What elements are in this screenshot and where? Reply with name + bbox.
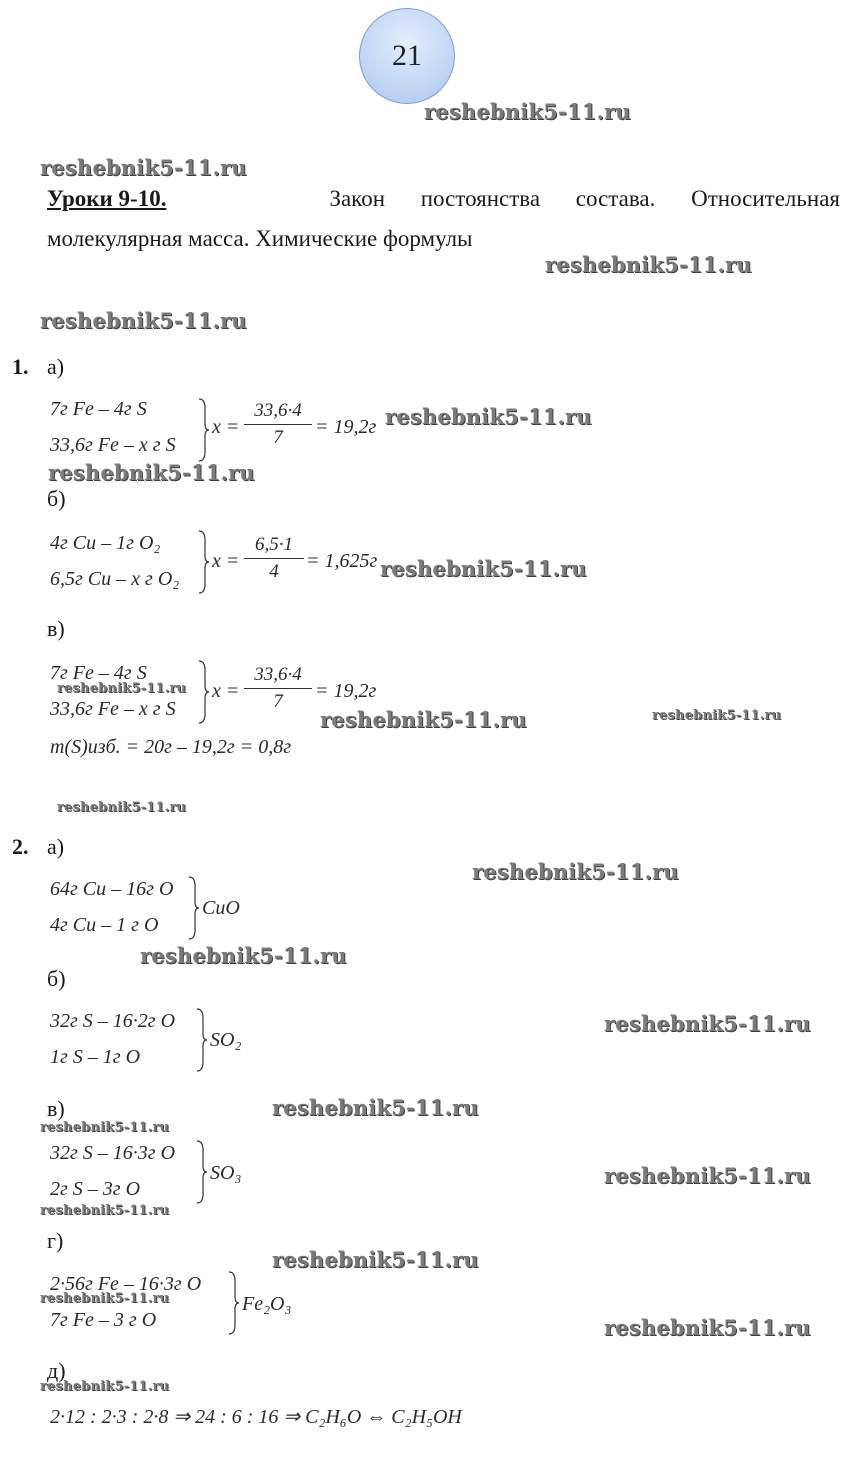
task-1c-x: x = bbox=[212, 680, 240, 702]
heading-line-1 bbox=[47, 186, 840, 212]
task-2d-formula: Fe₂O₃ bbox=[242, 1293, 292, 1315]
task-2b-brace bbox=[196, 1008, 208, 1072]
task-1c-numerator: 33,6·4 bbox=[254, 664, 302, 685]
task-2d-label: г) bbox=[47, 1228, 64, 1253]
task-2a-brace bbox=[188, 876, 200, 940]
watermark: reshebnik5-11.ru bbox=[604, 1315, 811, 1340]
task-1b-line-1: 4г Cu – 1г O₂ bbox=[50, 532, 161, 554]
watermark: reshebnik5-11.ru bbox=[380, 556, 587, 581]
task-1b-line-2: 6,5г Cu – x г O₂ bbox=[50, 568, 180, 590]
task-2c-line-2: 2г S – 3г O bbox=[50, 1178, 141, 1200]
task-2c-formula: SO₃ bbox=[210, 1162, 242, 1184]
task-2c-brace bbox=[196, 1140, 208, 1204]
watermark: reshebnik5-11.ru bbox=[472, 859, 679, 884]
task-1c-denominator: 7 bbox=[273, 691, 283, 712]
task-1a-label: а) bbox=[47, 354, 65, 379]
watermark: reshebnik5-11.ru bbox=[424, 99, 631, 124]
watermark: reshebnik5-11.ru bbox=[604, 1011, 811, 1036]
task-2a-line-1: 64г Cu – 16г O bbox=[50, 878, 174, 900]
task-1a-brace bbox=[198, 398, 210, 462]
task-2-number: 2. bbox=[12, 834, 29, 859]
watermark: reshebnik5-11.ru bbox=[272, 1247, 479, 1272]
task-1a-denominator: 7 bbox=[273, 427, 283, 448]
task-2c-line-1: 32г S – 16·3г O bbox=[50, 1142, 176, 1164]
task-2b-line-2: 1г S – 1г O bbox=[50, 1046, 141, 1068]
task-2e-label: д) bbox=[47, 1358, 66, 1383]
watermark: reshebnik5-11.ru bbox=[57, 681, 187, 696]
watermark: reshebnik5-11.ru bbox=[40, 1120, 170, 1135]
task-1c-line-1: 7г Fe – 4г S bbox=[50, 662, 147, 684]
watermark: reshebnik5-11.ru bbox=[320, 707, 527, 732]
task-1c-brace bbox=[198, 660, 210, 724]
task-2a-formula: CuO bbox=[202, 897, 240, 919]
task-1a-fraction bbox=[244, 400, 312, 449]
task-1c-line-2: 33,6г Fe – x г S bbox=[50, 698, 176, 720]
watermark: reshebnik5-11.ru bbox=[57, 800, 187, 815]
task-1b-result: = 1,625г bbox=[306, 550, 378, 572]
task-1b-label: б) bbox=[47, 486, 66, 511]
heading-topic-1: Закон постоянства состава. Относительная bbox=[329, 186, 840, 211]
heading-line-2: молекулярная масса. Химические формулы bbox=[47, 226, 473, 251]
watermark: reshebnik5-11.ru bbox=[40, 1379, 170, 1394]
task-2b-label: б) bbox=[47, 966, 66, 991]
watermark: reshebnik5-11.ru bbox=[40, 308, 247, 333]
task-1b-fraction bbox=[244, 534, 304, 583]
task-1a-numerator: 33,6·4 bbox=[254, 400, 302, 421]
task-1-number: 1. bbox=[12, 354, 29, 379]
watermark: reshebnik5-11.ru bbox=[272, 1095, 479, 1120]
watermark: reshebnik5-11.ru bbox=[545, 252, 752, 277]
fraction-bar bbox=[244, 688, 312, 689]
task-1a-x: x = bbox=[212, 416, 240, 438]
page-number-badge: 21 bbox=[359, 8, 455, 104]
task-1c-result: = 19,2г bbox=[315, 680, 377, 702]
task-1c-label: в) bbox=[47, 616, 65, 641]
task-2a-line-2: 4г Cu – 1 г O bbox=[50, 914, 159, 936]
fraction-bar bbox=[244, 558, 304, 559]
task-1b-denominator: 4 bbox=[269, 561, 279, 582]
task-2e-line-1: 2·12 : 2·3 : 2·8 ⇒ 24 : 6 : 16 ⇒ C₂H₆O ⇔ C₂H₅OH bbox=[50, 1406, 462, 1428]
task-1a-line-1: 7г Fe – 4г S bbox=[50, 398, 147, 420]
task-1b-numerator: 6,5·1 bbox=[255, 534, 293, 555]
task-2d-line-2: 7г Fe – 3 г O bbox=[50, 1309, 157, 1331]
watermark: reshebnik5-11.ru bbox=[48, 460, 255, 485]
task-1a-line-2: 33,6г Fe – x г S bbox=[50, 434, 176, 456]
lesson-title: Уроки 9-10. bbox=[47, 186, 167, 211]
task-1a-result: = 19,2г bbox=[315, 416, 377, 438]
task-2a-label: а) bbox=[47, 834, 65, 859]
task-2d-brace bbox=[228, 1271, 240, 1335]
lesson-heading bbox=[47, 186, 840, 252]
task-1c-fraction bbox=[244, 664, 312, 713]
watermark: reshebnik5-11.ru bbox=[604, 1163, 811, 1188]
watermark: reshebnik5-11.ru bbox=[652, 708, 782, 723]
watermark: reshebnik5-11.ru bbox=[40, 155, 247, 180]
task-2c-label: в) bbox=[47, 1096, 65, 1121]
task-2b-formula: SO₂ bbox=[210, 1029, 242, 1051]
task-1c-excess-mass: m(S)изб. = 20г – 19,2г = 0,8г bbox=[50, 736, 292, 758]
fraction-bar bbox=[244, 424, 312, 425]
task-2b-line-1: 32г S – 16·2г O bbox=[50, 1010, 176, 1032]
task-1b-x: x = bbox=[212, 550, 240, 572]
watermark: reshebnik5-11.ru bbox=[40, 1203, 170, 1218]
watermark: reshebnik5-11.ru bbox=[385, 404, 592, 429]
watermark: reshebnik5-11.ru bbox=[40, 1291, 170, 1306]
task-2d-line-1: 2·56г Fe – 16·3г O bbox=[50, 1273, 202, 1295]
task-1b-brace bbox=[198, 530, 210, 594]
watermark: reshebnik5-11.ru bbox=[140, 943, 347, 968]
